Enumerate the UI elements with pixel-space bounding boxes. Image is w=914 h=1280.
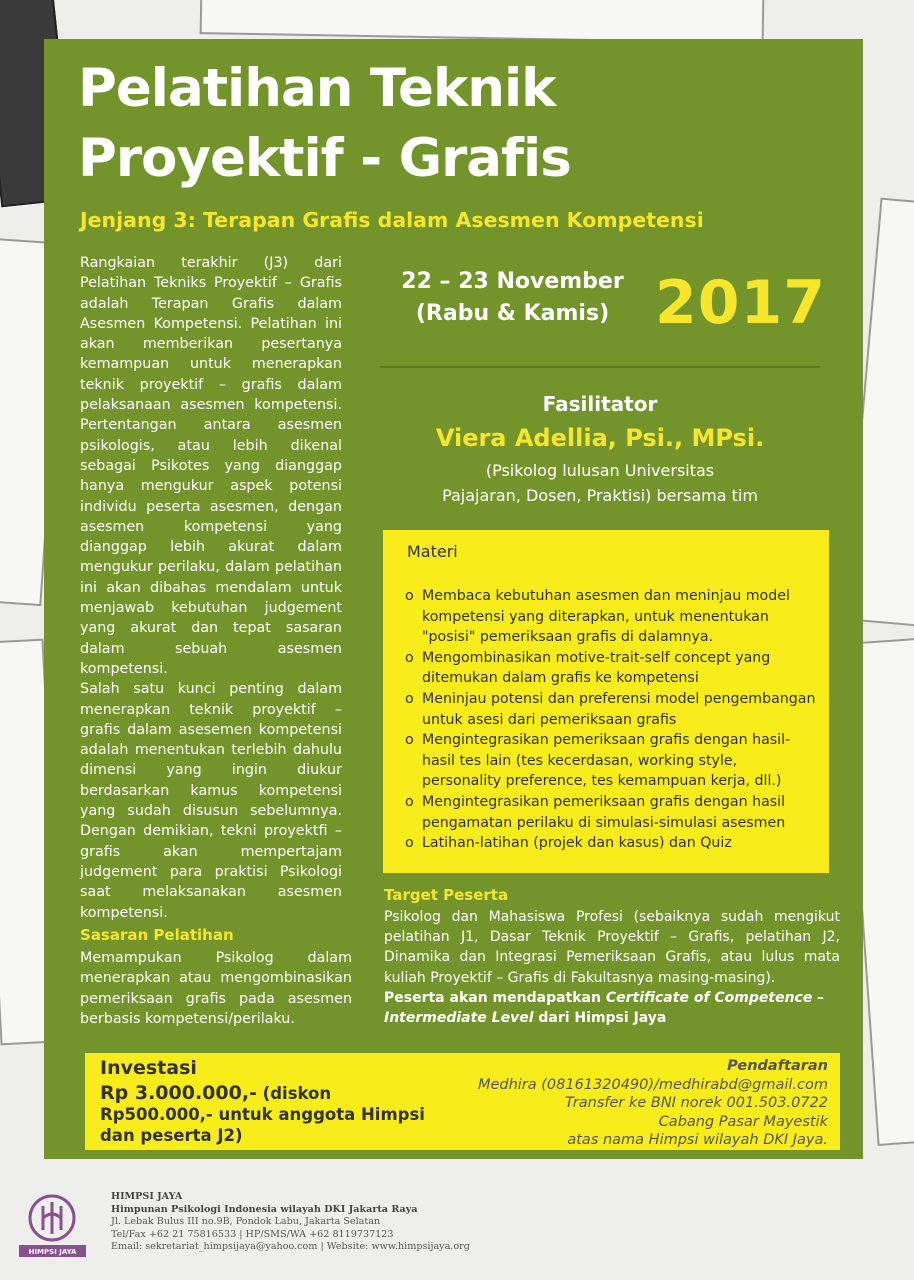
pendaftaran-info xyxy=(428,1057,828,1150)
intro-text xyxy=(80,253,342,923)
event-year: 2017 xyxy=(655,268,826,338)
pendaftaran-heading: Pendaftaran xyxy=(727,1058,828,1074)
materi-heading: Materi xyxy=(407,542,458,561)
divider xyxy=(380,366,820,368)
investasi-discount: Rp500.000,- untuk anggota Himpsi xyxy=(100,1105,425,1124)
target-heading: Target Peserta xyxy=(384,886,509,904)
himpsi-logo xyxy=(15,1188,90,1263)
event-date xyxy=(380,266,645,330)
intro-paragraph-2: Salah satu kunci penting dalam menerapkan teknik proyektif – grafis dalam asesemen kompetensi adalah menentukan terlebih dahulu dimensi yang ingin diukur berdasarkan kamus kompetensi yang sudah disusun sebelumnya. Dengan demikian, tekni proyektfi – grafis akan mempertajam judgement para praktisi Psikologi saat melaksanakan asesmen kompetensi. xyxy=(80,681,342,921)
event-date-range: 22 – 23 November xyxy=(401,269,624,294)
list-item: o Mengintegrasikan pemeriksaan grafis dengan hasil pengamatan perilaku di simulasi-simulasi asesmen xyxy=(405,793,786,831)
footer-org: HIMPSI JAYA xyxy=(111,1191,183,1202)
footer-org-full: Himpunan Psikologi Indonesia wilayah DKI Jakarta Raya xyxy=(111,1203,418,1215)
materi-list xyxy=(405,586,817,854)
pendaftaran-transfer: Transfer ke BNI norek 001.503.0722 xyxy=(565,1095,828,1111)
footer-contact: Email: sekretariat_himpsijaya@yahoo.com | Website: www.himpsijaya.org xyxy=(111,1241,470,1252)
investasi-heading: Investasi xyxy=(100,1057,197,1079)
list-item: o Membaca kebutuhan asesmen dan meninjau model kompetensi yang diterapkan, untuk menentukan "posisi" pemeriksaan grafis di dalamnya. xyxy=(405,588,790,646)
footer-address: Jl. Lebak Bulus III no.9B, Pondok Labu, Jakarta Selatan xyxy=(111,1216,381,1227)
list-item: o Mengombinasikan motive-trait-self concept yang ditemukan dalam grafis ke kompetensi xyxy=(405,649,771,687)
sasaran-heading: Sasaran Pelatihan xyxy=(80,926,234,944)
list-item: o Latihan-latihan (projek dan kasus) dan Quiz xyxy=(405,835,732,852)
certificate-note: Peserta akan mendapatkan Certificate of Competence – Intermediate Level dari Himpsi Jaya xyxy=(384,990,825,1027)
materi-box xyxy=(383,530,829,873)
sketch-paper-top xyxy=(200,0,765,44)
investasi-box xyxy=(85,1053,840,1150)
event-days: (Rabu & Kamis) xyxy=(415,301,610,326)
fasilitator-heading: Fasilitator xyxy=(542,392,658,416)
list-item: o Mengintegrasikan pemeriksaan grafis dengan hasil-hasil tes lain (tes kecerdasan, working style, personality preference, tes kemampuan kerja, dll.) xyxy=(405,732,791,790)
svg-text:HIMPSI JAYA: HIMPSI JAYA xyxy=(28,1248,77,1256)
footer-info xyxy=(111,1191,470,1254)
pendaftaran-contact: Medhira (08161320490)/medhirabd@gmail.com xyxy=(477,1076,828,1093)
fasilitator-name: Viera Adellia, Psi., MPsi. xyxy=(435,424,765,452)
fasilitator-desc: (Psikolog lulusan Universitas Pajajaran, Dosen, Praktisi) bersama tim xyxy=(442,461,758,505)
investasi-eligibility: dan peserta J2) xyxy=(100,1126,243,1145)
pendaftaran-account: atas nama Himpsi wilayah DKI Jaya. xyxy=(567,1132,828,1148)
sasaran-text: Memampukan Psikolog dalam menerapkan atau mengombinasikan pemeriksaan grafis pada asesmen berbasis kompetensi/perilaku. xyxy=(80,950,352,1027)
list-item: o Meninjau potensi dan preferensi model pengembangan untuk asesi dari pemeriksaan grafis xyxy=(405,690,816,728)
subtitle: Jenjang 3: Terapan Grafis dalam Asesmen Kompetensi xyxy=(80,208,704,232)
footer-phone: Tel/Fax +62 21 75816533 | HP/SMS/WA +62 8119737123 xyxy=(111,1228,394,1240)
investasi-price: Rp 3.000.000,- (diskon xyxy=(100,1082,332,1104)
target-text: Psikolog dan Mahasiswa Profesi (sebaiknya sudah mengikut pelatihan J1, Dasar Teknik Proyektif – Grafis, pelatihan J2, Dinamika dan Integrasi Pemeriksaan Grafis, atau lulus mata kuliah Proyektif – Grafis di Fakultasnya masing-masing). xyxy=(384,909,840,986)
intro-paragraph-1: Rangkaian terakhir (J3) dari Pelatihan Tekniks Proyektif – Grafis adalah Terapan Grafis dalam Asesmen Kompetensi. Pelatihan ini akan memberikan pesertanya kemampuan untuk menerapkan teknik proyektif – grafis dalam pelaksanaan asesmen kompetensi. Pertentangan antara asesmen psikologis, atau lebih dikenal sebagai Psikotes yang dianggap hanya mengukur aspek potensi individu peserta asesmen, dengan asesmen kompetensi yang dianggap lebih akurat dalam mengukur perilaku, dalam pelatihan ini akan dibahas mendalam untuk menjawab kebutuhan judgement yang akurat dan tepat sasaran dalam sebuah asesmen kompetensi. xyxy=(80,255,342,677)
pendaftaran-branch: Cabang Pasar Mayestik xyxy=(658,1113,828,1130)
page-title: Pelatihan Teknik Proyektif - Grafis xyxy=(78,58,571,189)
